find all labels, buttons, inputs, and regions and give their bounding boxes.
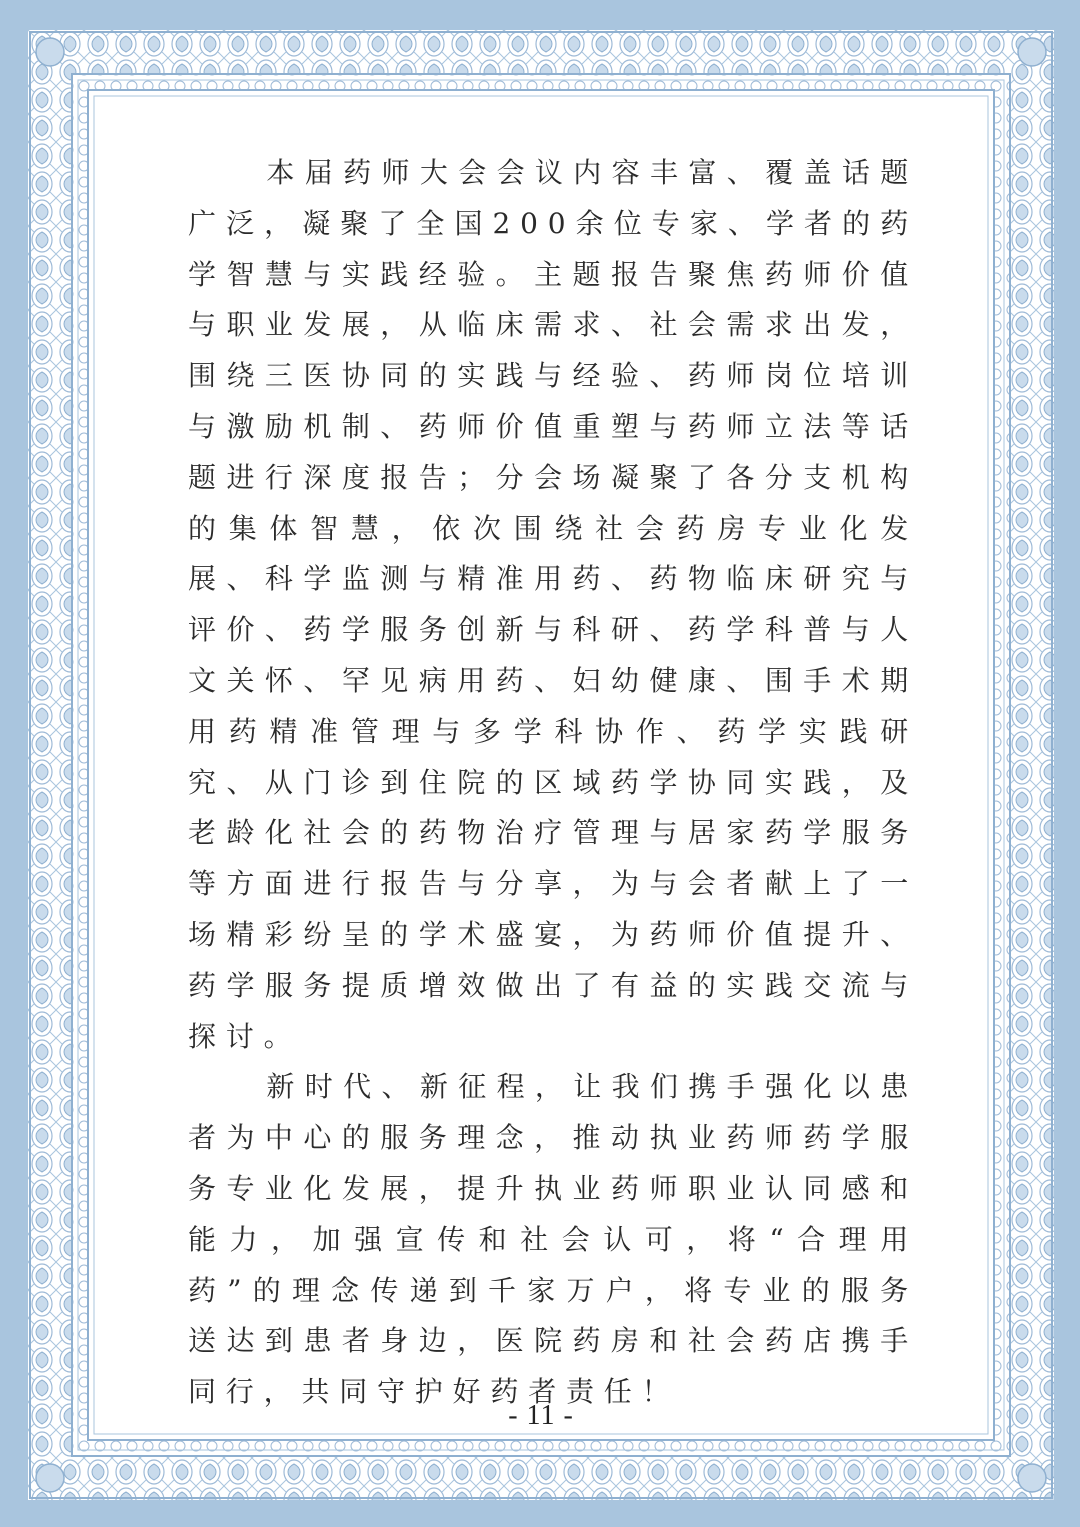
paragraph: 新时代、新征程，让我们携手强化以患者为中心的服务理念，推动执业药师药学服务专业化发展，提升执业药师职业认同感和能力，加强宣传和社会认可，将“合理用药”的理念传递到千家万户，将专业的服务送达到患者身边，医院药房和社会药店携手同行，共同守护好药者责任！ xyxy=(188,1070,918,1409)
document-page xyxy=(28,30,1054,1500)
paragraph: 本届药师大会会议内容丰富、覆盖话题广泛，凝聚了全国200余位专家、学者的药学智慧与实践经验。主题报告聚焦药师价值与职业发展，从临床需求、社会需求出发，围绕三医协同的实践与经验、药师岗位培训与激励机制、药师价值重塑与药师立法等话题进行深度报告；分会场凝聚了各分支机构的集体智慧，依次围绕社会药房专业化发展、科学监测与精准用药、药物临床研究与评价、药学服务创新与科研、药学科普与人文关怀、罕见病用药、妇幼健康、围手术期用药精准管理与多学科协作、药学实践研究、从门诊到住院的区域药学协同实践，及老龄化社会的药物治疗管理与居家药学服务等方面进行报告与分享，为与会者献上了一场精彩纷呈的学术盛宴，为药师价值提升、药学服务提质增效做出了有益的实践交流与探讨。 xyxy=(188,156,918,1053)
body-text xyxy=(188,148,918,1418)
page-number: - 11 - xyxy=(508,1400,574,1431)
